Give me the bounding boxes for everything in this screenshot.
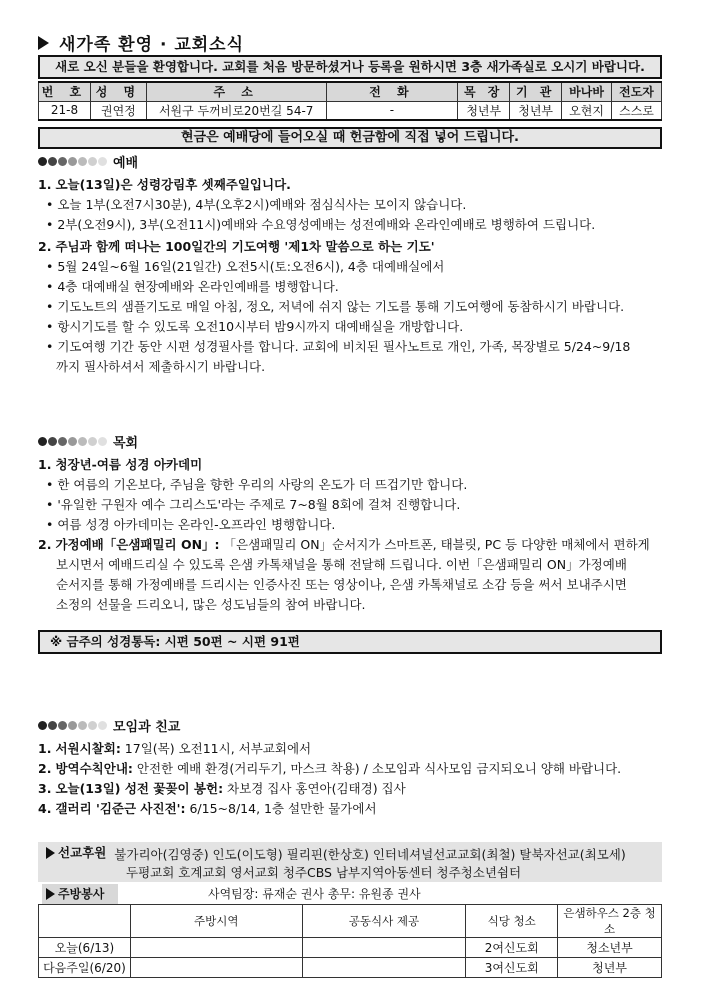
fellowship-item: 3. 오늘(13일) 성전 꽃꽂이 봉헌: 차보경 집사 홍연아(김태경) 집사 (38, 781, 406, 796)
list-item: • 기도노트의 샘플기도로 매일 아침, 정오, 저녁에 쉬지 않는 기도를 통해 기도여행에 동참하시기 바랍니다. (46, 299, 625, 314)
item-text: 「은샘패밀리 ON」순서지가 스마트폰, 태블릿, PC 등 다양한 매체에서 편하게 (223, 537, 650, 552)
worship-section (38, 152, 668, 377)
item-title: 주님과 함께 떠나는 100일간의 기도여행 '제1차 말씀으로 하는 기도' (55, 239, 435, 254)
table-cell: 오현지 (562, 101, 612, 120)
table-row (39, 938, 662, 958)
welcome-note: 새로 오신 분들을 환영합니다. 교회를 처음 방문하셨거나 등록을 원하시면 3층 새가족실로 오시기 바랍니다. (38, 55, 662, 79)
offering-note: 현금은 예배당에 들어오실 때 헌금함에 직접 넣어 드립니다. (38, 127, 662, 149)
list-item: • 기도여행 기간 동안 시편 성경필사를 합니다. 교회에 비치된 필사노트로 개인, 가족, 목장별로 5/24~9/18 (46, 339, 631, 354)
table-cell (302, 938, 466, 958)
item-number: 1. (38, 457, 52, 472)
table-cell: 다음주일(6/20) (39, 958, 131, 978)
fellowship-item: 2. 방역수칙안내: 안전한 예배 환경(거리두기, 마스크 착용) / 소모임과 식사모임 금지되오니 양해 바랍니다. (38, 761, 622, 776)
list-item: • 여름 성경 아카데미는 온라인-오프라인 병행합니다. (46, 517, 336, 532)
mission-support-box (38, 842, 662, 882)
kitchen-header (38, 884, 662, 904)
dots-icon (38, 721, 107, 730)
kitchen-label: 주방봉사 (42, 884, 118, 904)
table-cell: 서원구 두꺼비로20번길 54-7 (146, 101, 326, 120)
header-cell: 목 장 (458, 82, 510, 101)
table-cell: 스스로 (612, 101, 662, 120)
list-item: • 오늘 1부(오전7시30분), 4부(오후2시)예배와 점심식사는 모이지 않습니다. (46, 197, 467, 212)
item-number: 1. (38, 177, 52, 192)
mission-line-2: 두평교회 호계교회 영서교회 청주CBS 남부지역아동센터 청주청소년쉼터 (126, 865, 522, 880)
list-item: • 항시기도를 할 수 있도록 오전10시부터 밤9시까지 대예배실을 개방합니다. (46, 319, 464, 334)
header-cell: 식당 청소 (466, 905, 558, 938)
ministry-item-1 (38, 455, 668, 475)
list-item: • 4층 대예배실 현장예배와 온라인예배를 병행합니다. (46, 279, 339, 294)
table-cell: 2여신도회 (466, 938, 558, 958)
table-cell: 21-8 (39, 101, 91, 120)
fellowship-section (38, 716, 668, 819)
header-cell (39, 905, 131, 938)
section-title-text: 새가족 환영 · 교회소식 (59, 35, 245, 55)
dots-icon (38, 437, 107, 446)
header-cell: 기 관 (510, 82, 562, 101)
header-cell: 바나바 (562, 82, 612, 101)
worship-item-1 (38, 175, 668, 195)
fellowship-heading-text: 모임과 친교 (113, 720, 181, 735)
list-item: • 2부(오전9시), 3부(오전11시)예배와 수요영성예배는 성전예배와 온라인예배로 병행하여 드립니다. (46, 217, 596, 232)
list-item-continued: 순서지를 통해 가정예배를 드리시는 인증사진 또는 영상이나, 은샘 카톡채널로 소감 등을 써서 보내주시면 (56, 577, 627, 592)
header-cell: 은샘하우스 2층 청소 (558, 905, 662, 938)
header-cell: 전도자 (612, 82, 662, 101)
list-item-continued: 까지 필사하셔서 제출하시기 바랍니다. (56, 359, 266, 374)
bible-reading-box: ※ 금주의 성경통독: 시편 50편 ~ 시편 91편 (38, 630, 662, 654)
header-cell: 주방시역 (130, 905, 302, 938)
list-item: • 5월 24일~6월 16일(21일간) 오전5시(토:오전6시), 4층 대예배실에서 (46, 259, 445, 274)
ministry-heading (38, 432, 668, 451)
table-row (39, 958, 662, 978)
table-header-row (39, 905, 662, 938)
table-cell: 권연정 (90, 101, 146, 120)
header-cell: 전 화 (326, 82, 458, 101)
worship-heading (38, 152, 668, 171)
worship-heading-text: 예배 (113, 156, 139, 171)
table-cell: 청년부 (558, 958, 662, 978)
header-cell: 성 명 (90, 82, 146, 101)
table-cell: 청년부 (510, 101, 562, 120)
header-cell: 주 소 (146, 82, 326, 101)
table-cell: 오늘(6/13) (39, 938, 131, 958)
table-cell: - (326, 101, 458, 120)
table-cell (302, 958, 466, 978)
arrow-right-icon (46, 847, 55, 859)
list-item-continued: 소정의 선물을 드리오니, 많은 성도님들의 참여 바랍니다. (56, 597, 366, 612)
table-cell (130, 938, 302, 958)
fellowship-heading (38, 716, 668, 735)
mission-line-1: 선교후원 불가리아(김영중) 인도(이도형) 필리핀(한상호) 인터네셔널선교교회(최철) 탈북자선교(최모세) (46, 844, 662, 864)
table-cell: 청년부 (458, 101, 510, 120)
list-item-continued: 보시면서 예배드리실 수 있도록 은샘 카톡채널을 통해 전달해 드립니다. 이번「은샘패밀리 ON」가정예배 (56, 557, 627, 572)
ministry-heading-text: 목회 (113, 436, 139, 451)
header-cell: 번 호 (39, 82, 91, 101)
table-cell: 3여신도회 (466, 958, 558, 978)
mission-label: 선교후원 (46, 844, 106, 862)
item-title: 가정예배「은샘패밀리 ON」: (55, 537, 220, 552)
table-cell: 청소년부 (558, 938, 662, 958)
table-header-row (39, 82, 662, 101)
table-cell (130, 958, 302, 978)
item-title: 청장년-여름 성경 아카데미 (55, 457, 203, 472)
newcomer-table (38, 81, 662, 121)
item-number: 2. (38, 239, 52, 254)
section-title (38, 30, 244, 55)
ministry-section (38, 432, 668, 615)
arrow-right-icon (46, 888, 55, 900)
fellowship-item: 4. 갤러리 '김준근 사진전': 6/15~8/14, 1층 설만한 물가에서 (38, 801, 377, 816)
ministry-item-2 (38, 535, 668, 555)
item-title: 오늘(13일)은 성령강림후 셋째주일입니다. (55, 177, 291, 192)
list-item: • 한 여름의 기온보다, 주님을 향한 우리의 사랑의 온도가 더 뜨겁기만 합니다. (46, 477, 468, 492)
worship-item-2 (38, 237, 668, 257)
item-number: 2. (38, 537, 52, 552)
kitchen-table (38, 904, 662, 978)
header-cell: 공동식사 제공 (302, 905, 466, 938)
dots-icon (38, 157, 107, 166)
kitchen-info: 사역팀장: 류재순 권사 총무: 유원종 권사 (208, 887, 421, 901)
list-item: • '유일한 구원자 예수 그리스도'라는 주제로 7~8월 8회에 걸쳐 진행합니다. (46, 497, 461, 512)
arrow-right-icon (38, 36, 49, 50)
fellowship-item: 1. 서원시찰회: 17일(목) 오전11시, 서부교회에서 (38, 741, 312, 756)
table-row (39, 101, 662, 120)
